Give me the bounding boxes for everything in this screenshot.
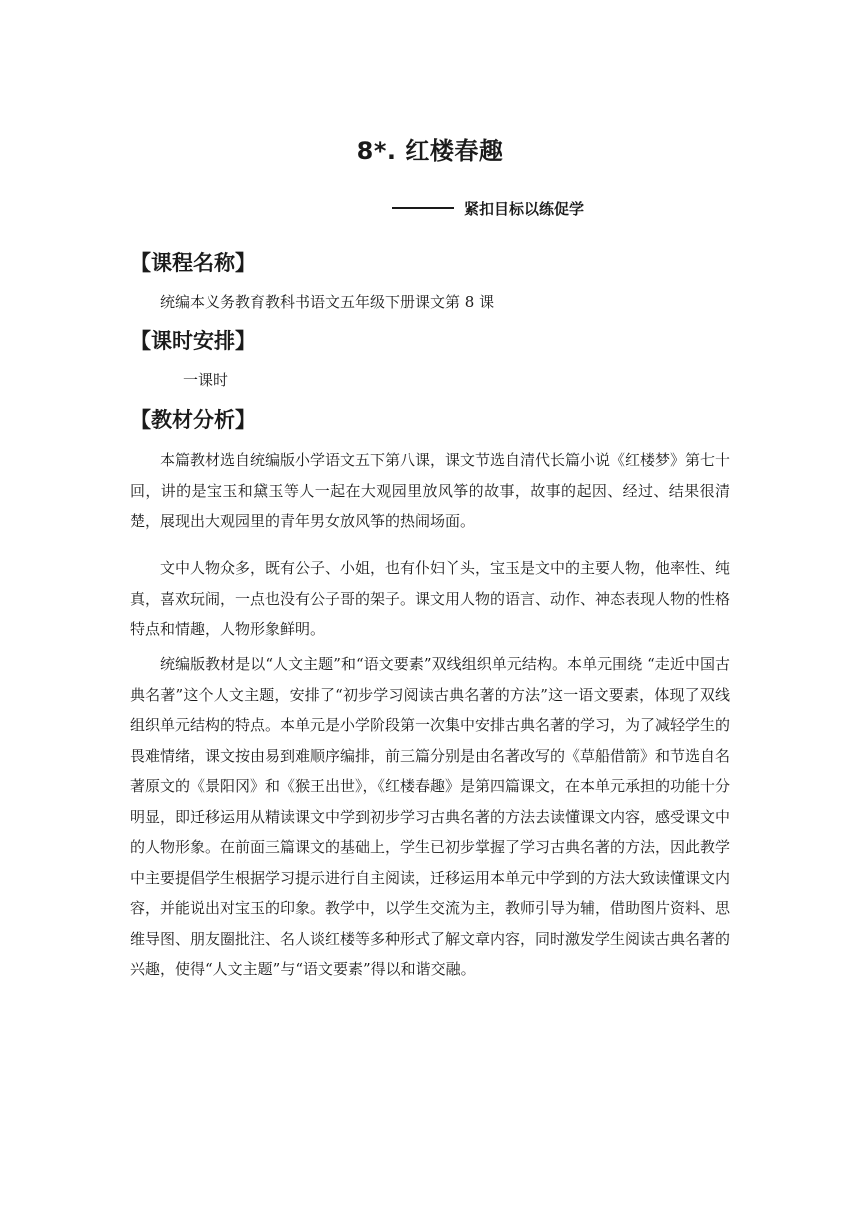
document-title: 8*. 红楼春趣	[356, 137, 504, 165]
analysis-paragraph-3: 统编版教材是以“人文主题”和“语文要素”双线组织单元结构。本单元围绕 “走近中国古典名著”这个人文主题，安排了“初步学习阅读古典名著的方法”这一语文要素，体现了双线组织单元结构的特点。本单元是小学阶段第一次集中安排古典名著的学习，为了减轻学生的畏难情绪，课文按由易到难顺序编排，前三篇分别是由名著改写的《草船借箭》和节选自名著原文的《景阳冈》和《猴王出世》，《红楼春趣》是第四篇课文，在本单元承担的功能十分明显，即迁移运用从精读课文中学到初步学习古典名著的方法去读懂课文内容，感受课文中的人物形象。在前面三篇课文的基础上，学生已初步掌握了学习古典名著的方法，因此教学中主要提倡学生根据学习提示进行自主阅读，迁移运用本单元中学到的方法大致读懂课文内容，并能说出对宝玉的印象。教学中，以学生交流为主，教师引导为辅，借助图片资料、思维导图、朋友圈批注、名人谈红楼等多种形式了解文章内容，同时激发学生阅读古典名著的兴趣，使得“人文主题”与“语文要素”得以和谐交融。	[130, 655, 731, 978]
subtitle-dash	[392, 207, 454, 209]
document-subtitle	[392, 197, 584, 219]
subtitle-text: 紧扣目标以练促学	[464, 199, 585, 218]
analysis-paragraph-2: 文中人物众多，既有公子、小姐，也有仆妇丫头，宝玉是文中的主要人物，他率性、纯真，喜欢玩闹，一点也没有公子哥的架子。课文用人物的语言、动作、神态表现人物的性格特点和情趣，人物形象鲜明。	[130, 559, 731, 638]
schedule-text: 一课时	[183, 371, 229, 389]
heading-course-name: 【课程名称】	[130, 251, 256, 275]
heading-schedule: 【课时安排】	[130, 329, 256, 353]
course-name-text: 统编本义务教育教科书语文五年级下册课文第 8 课	[160, 293, 495, 311]
heading-analysis: 【教材分析】	[130, 408, 256, 432]
analysis-paragraph-1: 本篇教材选自统编版小学语文五下第八课，课文节选自清代长篇小说《红楼梦》第七十回，讲的是宝玉和黛玉等人一起在大观园里放风筝的故事，故事的起因、经过、结果很清楚，展现出大观园里的青年男女放风筝的热闹场面。	[130, 451, 731, 530]
